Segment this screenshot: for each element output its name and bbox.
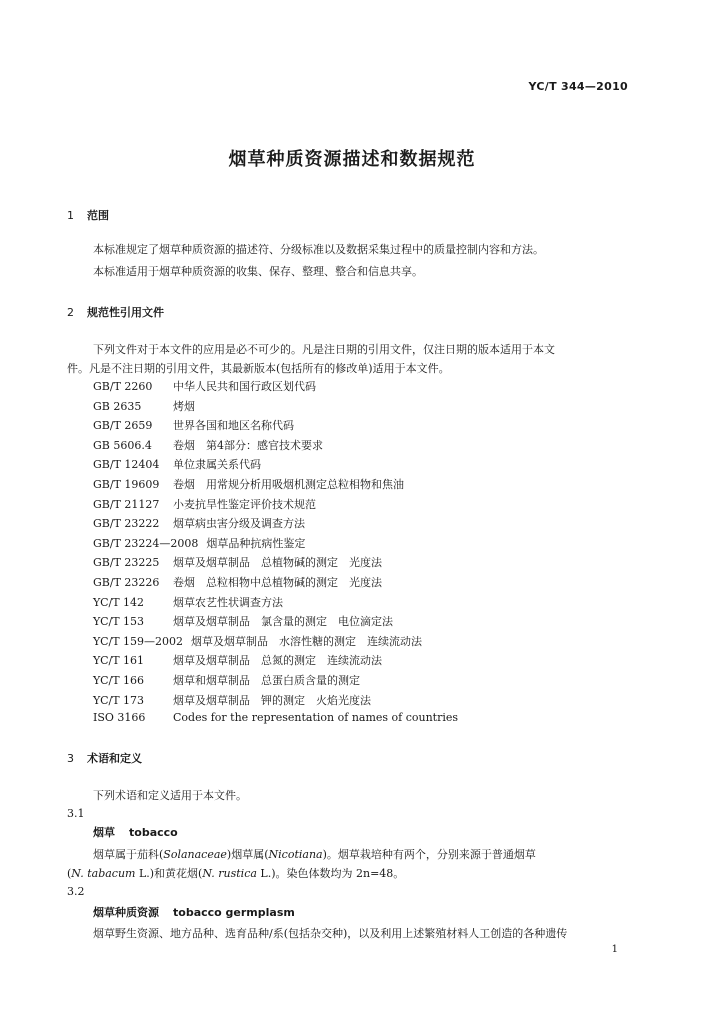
reference-item	[93, 476, 458, 496]
standard-code: YC/T 344—2010	[528, 80, 628, 93]
reference-code: YC/T 153	[93, 615, 145, 629]
reference-title: 烟草品种抗病性鉴定	[206, 536, 306, 550]
latin-name: N. tabacum	[71, 867, 136, 880]
reference-title: 卷烟 第4部分：感官技术要求	[173, 438, 323, 452]
term-en: tobacco germplasm	[173, 906, 295, 919]
reference-code: GB 2635	[93, 399, 142, 413]
reference-item	[93, 535, 458, 555]
reference-item	[93, 378, 458, 398]
reference-item	[93, 554, 458, 574]
reference-title: 中华人民共和国行政区划代码	[173, 380, 316, 393]
reference-item	[93, 652, 458, 672]
definition-text: )。烟草栽培种有两个，分别来源于普通烟草	[322, 848, 536, 861]
reference-code: GB/T 23222	[93, 517, 160, 531]
reference-item	[93, 574, 458, 594]
reference-code: GB/T 12404	[93, 458, 160, 472]
clause-number: 3.1	[67, 807, 85, 820]
reference-item	[93, 398, 458, 418]
term-definition	[93, 845, 536, 864]
section-2-intro: 下列文件对于本文件的应用是必不可少的。凡是注日期的引用文件，仅注日期的版本适用于本文	[93, 343, 555, 356]
definition-text: )烟草属(	[226, 848, 269, 861]
section-1-paragraph: 本标准适用于烟草种质资源的收集、保存、整理、整合和信息共享。	[93, 265, 423, 278]
reference-code: GB/T 19609	[93, 477, 160, 491]
section-title: 范围	[87, 209, 109, 222]
reference-item	[93, 456, 458, 476]
reference-title: 烟草及烟草制品 总植物碱的测定 光度法	[173, 556, 382, 570]
section-1-heading	[67, 207, 109, 223]
latin-name: Nicotiana	[268, 848, 323, 861]
section-number: 2	[67, 306, 74, 319]
reference-item	[93, 437, 458, 457]
reference-item	[93, 692, 458, 712]
reference-item	[93, 594, 458, 614]
reference-code: GB/T 23224—2008	[93, 536, 199, 550]
reference-title: 烟草及烟草制品 总氮的测定 连续流动法	[173, 654, 382, 668]
term-definition	[67, 864, 404, 883]
reference-title: 烤烟	[173, 399, 195, 413]
term-zh: 烟草种质资源	[93, 906, 159, 919]
reference-title: Codes for the representation of names of countries	[173, 711, 459, 725]
reference-code: GB/T 21127	[93, 497, 160, 511]
reference-code: GB 5606.4	[93, 438, 152, 452]
reference-title: 小麦抗旱性鉴定评价技术规范	[173, 497, 316, 511]
reference-title: 烟草和烟草制品 总蛋白质含量的测定	[173, 673, 360, 687]
definition-text: (	[67, 867, 72, 880]
latin-name: Solanaceae	[163, 848, 227, 861]
reference-code: YC/T 159—2002	[93, 634, 184, 648]
section-title: 规范性引用文件	[87, 306, 164, 319]
definition-text: L.)。染色体数均为 2n=48。	[256, 867, 405, 880]
reference-item	[93, 613, 458, 633]
reference-title: 单位隶属关系代码	[173, 458, 261, 472]
term-heading	[93, 904, 295, 920]
section-title: 术语和定义	[87, 752, 142, 765]
reference-code: GB/T 2260	[93, 380, 153, 393]
reference-item	[93, 711, 458, 731]
reference-item	[93, 515, 458, 535]
reference-code: GB/T 23225	[93, 556, 160, 570]
latin-name: N. rustica	[202, 867, 257, 880]
section-3-intro: 下列术语和定义适用于本文件。	[93, 789, 247, 802]
section-1-paragraph: 本标准规定了烟草种质资源的描述符、分级标准以及数据采集过程中的质量控制内容和方法。	[93, 243, 544, 256]
reference-code: YC/T 142	[93, 595, 145, 609]
reference-item	[93, 417, 458, 437]
section-number: 3	[67, 752, 74, 765]
reference-item	[93, 672, 458, 692]
reference-code: GB/T 2659	[93, 419, 153, 433]
reference-code: YC/T 166	[93, 673, 145, 687]
reference-title: 烟草及烟草制品 氯含量的测定 电位滴定法	[173, 615, 393, 629]
section-2-intro: 件。凡是不注日期的引用文件，其最新版本(包括所有的修改单)适用于本文件。	[67, 362, 450, 375]
reference-code: YC/T 161	[93, 654, 145, 668]
reference-code: YC/T 173	[93, 693, 145, 707]
reference-title: 卷烟 总粒相物中总植物碱的测定 光度法	[173, 575, 382, 589]
section-2-heading	[67, 304, 164, 320]
reference-code: ISO 3166	[93, 711, 146, 725]
section-number: 1	[67, 209, 74, 222]
term-heading	[93, 824, 178, 840]
reference-title: 卷烟 用常规分析用吸烟机测定总粒相物和焦油	[173, 477, 404, 491]
reference-item	[93, 496, 458, 516]
reference-code: GB/T 23226	[93, 575, 160, 589]
reference-title: 烟草农艺性状调查方法	[173, 595, 283, 609]
section-3-heading	[67, 750, 142, 766]
reference-title: 烟草及烟草制品 水溶性糖的测定 连续流动法	[191, 634, 423, 648]
reference-list	[93, 378, 458, 731]
term-zh: 烟草	[93, 826, 115, 839]
reference-item	[93, 633, 458, 653]
definition-text: L.)和黄花烟(	[135, 867, 203, 880]
document-title: 烟草种质资源描述和数据规范	[228, 149, 476, 170]
term-definition: 烟草野生资源、地方品种、选育品种/系(包括杂交种)，以及利用上述繁殖材料人工创造的各种遗传	[93, 927, 568, 940]
definition-text: 烟草属于茄科(	[93, 848, 164, 861]
page-number: 1	[611, 944, 618, 955]
reference-title: 烟草及烟草制品 钾的测定 火焰光度法	[173, 693, 371, 707]
term-en: tobacco	[129, 826, 178, 839]
reference-title: 烟草病虫害分级及调查方法	[173, 517, 305, 531]
reference-title: 世界各国和地区名称代码	[173, 419, 294, 433]
clause-number: 3.2	[67, 885, 85, 898]
